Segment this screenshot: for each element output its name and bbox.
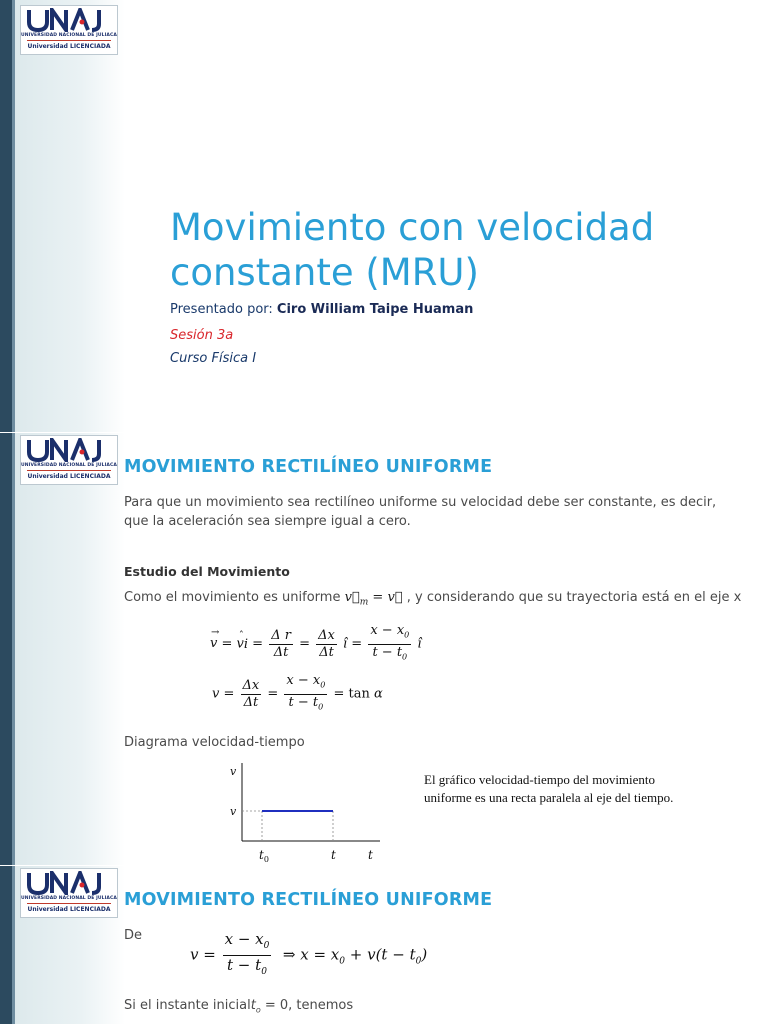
velocity-time-graph	[220, 759, 390, 865]
logo-university-name: UNIVERSIDAD NACIONAL DE JULIACA	[21, 463, 117, 468]
slide-stripe	[0, 433, 12, 865]
graph-axis-t: t	[368, 848, 373, 862]
equation-position: v = $\frac{x - x_0}{t - t_0}$ ⇒ $x = x_0 + v(t - t_0)$	[190, 930, 428, 977]
logo-mark-icon	[25, 8, 111, 32]
logo-university-name: UNIVERSIDAD NACIONAL DE JULIACA	[21, 33, 117, 38]
slide-title-heading: Movimiento con velocidad constante (MRU)	[170, 206, 655, 294]
velocity-formula: $v⃗_m$ = v⃗	[344, 590, 403, 608]
equation-velocity-scalar: v = $\frac{\Delta x}{\Delta t}$ = $\frac{x - x_0}{t - t_0}$ = tan α	[212, 673, 383, 712]
slide-stripe	[0, 0, 12, 432]
graph-y-axis-label: v	[230, 765, 237, 778]
slide-side-gradient	[15, 0, 125, 432]
initial-time-text-end: = 0, tenemos	[260, 998, 354, 1013]
diagram-label: Diagrama velocidad-tiempo	[124, 735, 305, 750]
graph-note: El gráfico velocidad-tiempo del movimiento uniforme es una recta paralela al eje del tiempo.	[424, 772, 674, 805]
logo-divider	[27, 903, 111, 904]
study-subheading: Estudio del Movimiento	[124, 564, 290, 579]
logo-divider	[27, 40, 111, 41]
graph-level-label: v	[230, 805, 237, 818]
slide-mru-position	[0, 866, 768, 1024]
university-logo	[20, 5, 118, 55]
slide-side-gradient	[15, 433, 125, 865]
logo-licensed-label: Universidad LICENCIADA	[27, 43, 111, 50]
graph-tick-t0: $t_0$	[259, 848, 269, 864]
study-text-start: Como el movimiento es uniforme	[124, 590, 345, 605]
initial-time-text	[124, 996, 744, 1020]
graph-tick-t: t	[331, 848, 336, 862]
section-heading: MOVIMIENTO RECTILÍNEO UNIFORME	[124, 890, 493, 910]
session-label: Sesión 3a	[170, 328, 234, 343]
presenter-line	[170, 302, 473, 317]
slide-title	[0, 0, 768, 432]
initial-time-text-start: Si el instante inicial	[124, 998, 251, 1013]
logo-mark-icon	[25, 438, 111, 462]
de-label: De	[124, 928, 143, 943]
t0-symbol: $t_o$	[250, 998, 261, 1015]
course-label: Curso Física I	[170, 351, 257, 366]
intro-paragraph: Para que un movimiento sea rectilíneo uniforme su velocidad debe ser constante, es decir, que la aceleración sea siempre igual a cero.	[124, 495, 717, 529]
logo-university-name: UNIVERSIDAD NACIONAL DE JULIACA	[21, 896, 117, 901]
equation-velocity-vector: v → = vi = $\frac{\text{Δ r}}{\Delta t}$ = $\frac{\Delta x}{\Delta t}$ î = $\frac{x - x_0}{t - t_0}$ î	[210, 623, 422, 662]
university-logo	[20, 868, 118, 918]
section-heading: MOVIMIENTO RECTILÍNEO UNIFORME	[124, 457, 493, 477]
logo-licensed-label: Universidad LICENCIADA	[27, 473, 111, 480]
logo-divider	[27, 470, 111, 471]
presenter-label: Presentado por:	[170, 302, 277, 317]
study-text-end: , y considerando que su trayectoria está en el eje x	[402, 590, 742, 605]
university-logo	[20, 435, 118, 485]
presenter-name: Ciro William Taipe Huaman	[276, 302, 474, 317]
logo-licensed-label: Universidad LICENCIADA	[27, 906, 111, 913]
study-paragraph	[124, 588, 744, 613]
slide-stripe	[0, 866, 12, 1024]
logo-mark-icon	[25, 871, 111, 895]
